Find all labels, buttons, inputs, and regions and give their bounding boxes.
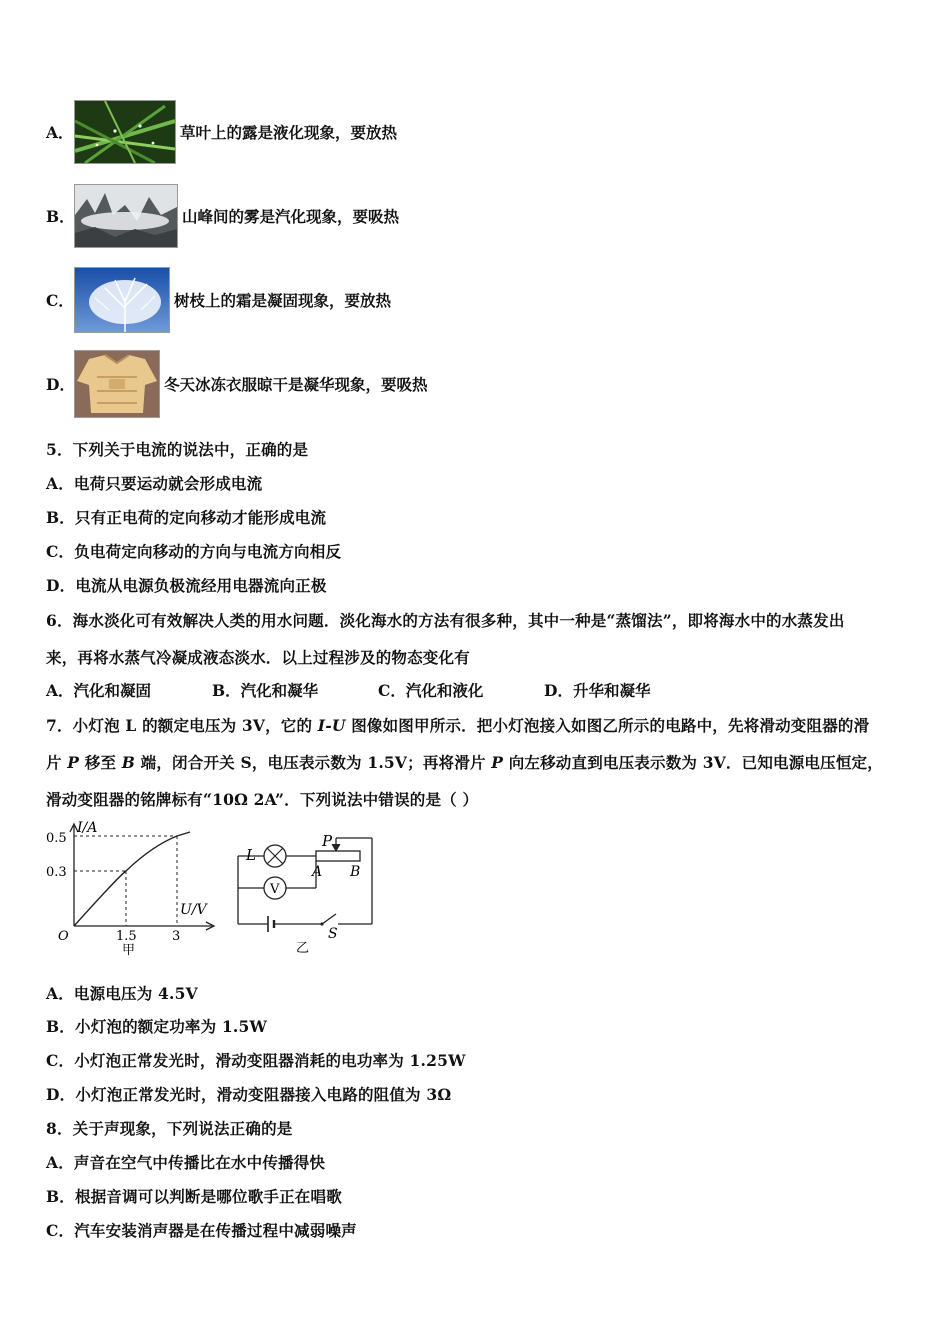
- q7-stem-line1: [46, 714, 869, 736]
- lamp-label: L: [246, 846, 256, 864]
- q4-option-b[interactable]: [46, 184, 399, 248]
- circuit-caption: 乙: [296, 941, 310, 956]
- q7-option-d[interactable]: D．小灯泡正常发光时，滑动变阻器接入电路的阻值为 3Ω: [46, 1085, 452, 1104]
- q7-p-symbol: P: [67, 753, 80, 772]
- y-tick-03: 0.3: [46, 865, 67, 880]
- q7-text: 移至: [79, 753, 122, 772]
- end-b-label: B: [350, 864, 361, 880]
- q4-option-a[interactable]: [46, 100, 397, 164]
- q6-options-row: [46, 679, 650, 701]
- q7-option-b[interactable]: B．小灯泡的额定功率为 1.5W: [46, 1017, 268, 1036]
- q7-text: 端，闭合开关 S，电压表示数为 1.5V；再将滑片: [135, 753, 492, 772]
- q6-option-b[interactable]: B．汽化和凝华: [212, 681, 319, 700]
- slider-arrow: [332, 844, 340, 851]
- end-a-label: A: [312, 864, 323, 880]
- option-label: A．: [46, 123, 74, 142]
- x-axis-label: U/V: [180, 902, 207, 918]
- iu-graph: [44, 816, 224, 958]
- voltmeter-label: V: [270, 882, 280, 897]
- q5-option-c[interactable]: C．负电荷定向移动的方向与电流方向相反: [46, 542, 342, 561]
- q7-text: 图像如图甲所示．把小灯泡接入如图乙所示的电路中，先将滑动变阻器的滑: [345, 716, 870, 735]
- q7-b-symbol: B: [121, 753, 136, 772]
- q7-option-a[interactable]: A．电源电压为 4.5V: [46, 984, 198, 1003]
- q4-option-d[interactable]: [46, 350, 428, 418]
- q8-option-c[interactable]: C．汽车安装消声器是在传播过程中减弱噪声: [46, 1221, 357, 1240]
- q6-option-a[interactable]: A．汽化和凝固: [46, 681, 152, 700]
- q7-stem-line2: [46, 751, 883, 773]
- iu-curve: [74, 832, 190, 926]
- circuit-diagram: [232, 830, 382, 958]
- q8-option-a[interactable]: A．声音在空气中传播比在水中传播得快: [46, 1153, 326, 1172]
- q7-stem-line3: 滑动变阻器的铭牌标有“10Ω 2A”．下列说法中错误的是（ ）: [46, 790, 479, 809]
- option-label: C．: [46, 291, 74, 310]
- x-tick-3: 3: [172, 929, 181, 944]
- q8-option-b[interactable]: B．根据音调可以判断是哪位歌手正在唱歌: [46, 1187, 342, 1206]
- option-label: B．: [46, 207, 75, 226]
- q5-option-a[interactable]: A．电荷只要运动就会形成电流: [46, 474, 263, 493]
- frozen-sweater-photo: [74, 350, 160, 418]
- graph-caption: 甲: [122, 943, 136, 958]
- q7-text: 7．小灯泡 L 的额定电压为 3V，它的: [46, 716, 318, 735]
- switch-label: S: [328, 926, 338, 942]
- option-text: 山峰间的雾是汽化现象，要吸热: [182, 207, 400, 226]
- switch-pivot: [320, 922, 323, 925]
- q7-option-c[interactable]: C．小灯泡正常发光时，滑动变阻器消耗的电功率为 1.25W: [46, 1051, 466, 1070]
- q5-option-d[interactable]: D．电流从电源负极流经用电器流向正极: [46, 576, 327, 595]
- q6-stem-line2: 来，再将水蒸气冷凝成液态淡水．以上过程涉及的物态变化有: [46, 648, 470, 667]
- frost-tree-photo: [74, 267, 170, 333]
- option-text: 草叶上的露是液化现象，要放热: [180, 123, 398, 142]
- q8-stem: 8．关于声现象，下列说法正确的是: [46, 1119, 293, 1138]
- q7-text: 片: [46, 753, 68, 772]
- rheostat: [316, 851, 360, 861]
- q5-option-b[interactable]: B．只有正电荷的定向移动才能形成电流: [46, 508, 327, 527]
- x-tick-15: 1.5: [116, 929, 137, 944]
- switch-blade: [322, 914, 336, 924]
- q6-stem-line1: 6．海水淡化可有效解决人类的用水问题．淡化海水的方法有很多种，其中一种是“蒸馏法”，即将海水中的水蒸发出: [46, 611, 845, 630]
- option-label: D．: [46, 375, 75, 394]
- q7-text: 向左移动直到电压表示数为 3V．已知电源电压恒定，: [503, 753, 883, 772]
- slider-label: P: [322, 832, 333, 850]
- q6-option-d[interactable]: D．升华和凝华: [544, 681, 651, 700]
- q5-stem: 5．下列关于电流的说法中，正确的是: [46, 440, 309, 459]
- q6-option-c[interactable]: C．汽化和液化: [378, 681, 484, 700]
- q4-option-c[interactable]: [46, 267, 391, 333]
- option-text: 冬天冰冻衣服晾干是凝华现象，要吸热: [164, 375, 428, 394]
- mountain-fog-photo: [74, 184, 178, 248]
- y-axis-label: I/A: [77, 820, 98, 836]
- origin-label: O: [58, 929, 69, 944]
- q7-iu-symbol: I-U: [317, 716, 346, 735]
- q7-p-symbol: P: [491, 753, 504, 772]
- grass-dew-photo: [74, 100, 176, 164]
- y-tick-05: 0.5: [46, 831, 67, 846]
- option-text: 树枝上的霜是凝固现象，要放热: [174, 291, 392, 310]
